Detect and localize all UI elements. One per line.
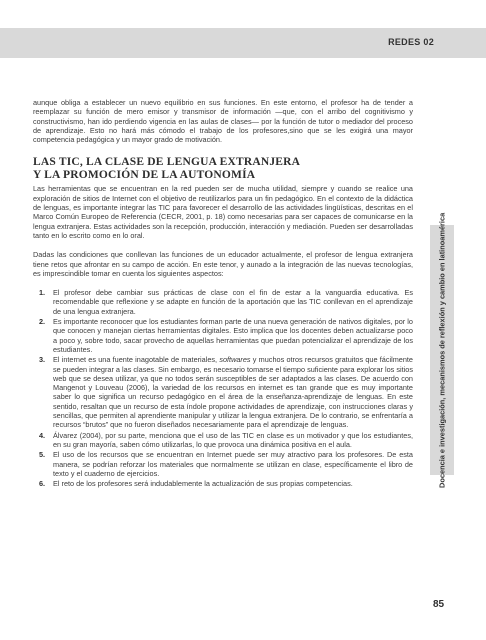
section-title-line-2: Y LA PROMOCIÓN DE LA AUTONOMÍA — [33, 169, 256, 182]
section-paragraph-1: Las herramientas que se encuentran en la red pueden ser de mucha utilidad, siempre y cuando se realice una exploración de sitios de Internet con el objetivo de reutilizarlos para un fin pedagógico. En el contexto de la didáctica de lenguas, es importante integrar las TIC para favorecer el desarrollo de las actividades lingüísticas, descritas en el Marco Común Europeo de Referencia (CECR, 2001, p. 18) como necesarias para ser capaces de comunicarse en la lengua extranjera. Estas actividades son la recepción, producción, interacción y mediación. Pueden ser desarrolladas tanto en lo escrito como en lo oral. — [33, 184, 413, 240]
section-title-line-1: LAS TIC, LA CLASE DE LENGUA EXTRANJERA — [33, 156, 301, 169]
list-item-text: Es importante reconocer que los estudiantes forman parte de una nueva generación de nativos digitales, por lo que conocen y manejan ciertas herramientas digitales. Esto implica que los docentes deben actualizarse poco a poco y, sobre todo, sacar provecho de aquellas herramientas que puedan potencializar el aprendizaje de los estudiantes. — [53, 317, 413, 354]
header-bar — [0, 28, 486, 58]
list-item-text: El uso de los recursos que se encuentran en Internet puede ser muy atractivo para los profesores. De esta manera, se podrían reforzar los materiales que normalmente se utilizan en clase, específicamente el libro de texto y el cuaderno de ejercicios. — [53, 450, 413, 478]
list-item-number: 6. — [39, 479, 46, 489]
running-header: REDES 02 — [388, 37, 434, 47]
list-item-number: 2. — [39, 317, 46, 327]
list-item-text-before: El internet es una fuente inagotable de materiales, — [53, 355, 220, 365]
list-item-number: 3. — [39, 355, 46, 365]
side-tab-text: Docencia e investigación, mecanismos de reflexión y cambio en latinoamérica — [437, 212, 447, 488]
list-item-text-after: y muchos otros recursos gratuitos que fácilmente se pueden integrar a las clases. Sin embargo, es necesario tomarse el tiempo suficiente para explorar los sitios web que se desea utilizar, ya que no todos serán susceptibles de ser adaptados a las clases. De acuerdo con Mangenot y Louveau (2006), la variedad de los recursos en internet es tan grande que es muy importante saber lo que significa un recurso pedagógico en el área de la enseñanza-aprendizaje de lenguas. En este sentido, resaltan que un recurso de esta índole propone actividades de aprendizaje, con instrucciones claras y sencillas, que permiten al aprendiente manipular y utilizar la lengua extranjera. De lo contrario, se enfrentaría a recursos “brutos” que no fueron diseñados necesariamente para el aprendizaje de lenguas. — [53, 355, 413, 430]
list-item — [33, 479, 413, 488]
list-item-emphasis: softwares — [219, 355, 251, 365]
list-item-text: El reto de los profesores será indudablemente la actualización de sus propias competencias. — [53, 479, 353, 489]
section-paragraph-2: Dadas las condiciones que conllevan las funciones de un educador actualmente, el profesor de lengua extranjera tiene retos que afrontar en su campo de acción. En este tenor, y aunado a la integración de las nuevas tecnologías, es imprescindible tomar en cuenta los siguientes aspectos: — [33, 250, 413, 278]
list-item-text: Álvarez (2004), por su parte, menciona que el uso de las TIC en clase es un motivador y que los estudiantes, en su gran mayoría, saben cómo utilizarlas, lo que provoca una dinámica positiva en el aula. — [53, 430, 413, 449]
list-item-text: El profesor debe cambiar sus prácticas de clase con el fin de estar a la vanguardia educativa. Es recomendable que reflexione y se adapte en función de la aportación que las TIC conllevan en el aprendizaje de una lengua extranjera. — [53, 288, 413, 316]
list-item-number: 5. — [39, 450, 46, 460]
aspects-list — [33, 288, 413, 488]
section-title — [33, 156, 413, 182]
list-item — [33, 450, 413, 478]
side-tab — [430, 212, 454, 488]
page-number: 85 — [433, 599, 445, 610]
list-item — [33, 288, 413, 316]
list-item-number: 1. — [39, 288, 46, 298]
list-item — [33, 317, 413, 354]
list-item-number: 4. — [39, 430, 46, 440]
intro-paragraph: aunque obliga a establecer un nuevo equilibrio en sus funciones. En este entorno, el profesor ha de tender a reemplazar su función de mero emisor y transmisor de información —que, con el arribo del cognitivismo y constructivismo, han ido perdiendo vigencia en las aulas de clases— por la función de tutor o mediador del proceso de aprendizaje. Esto no hará más cómodo el trabajo de los profesores,sino que se les exigirá una mayor competencia pedagógica y un mayor grado de motivación. — [33, 98, 413, 145]
list-item — [33, 431, 413, 450]
list-item — [33, 355, 413, 429]
page-content — [33, 98, 413, 489]
